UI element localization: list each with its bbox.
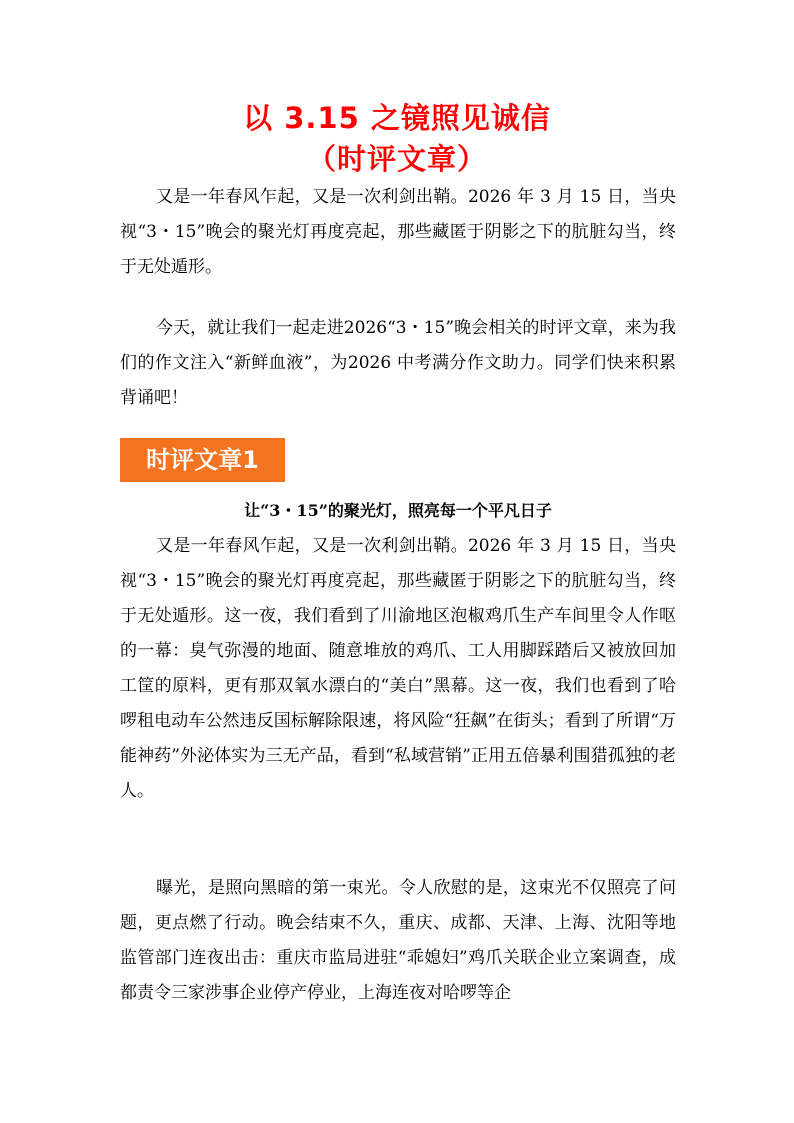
article-paragraph-2: 曝光，是照向黑暗的第一束光。令人欣慰的是，这束光不仅照亮了问题，更点燃了行动。晚会结束不久，重庆、成都、天津、上海、沈阳等地监管部门连夜出击：重庆市监局进驻“乖媳妇”鸡爪关联企业立案调查，成都责令三家涉事企业停产停业，上海连夜对哈啰等企 [120, 878, 676, 1003]
article-paragraph-1: 又是一年春风乍起，又是一次利剑出鞘。2026 年 3 月 15 日，当央视“3・15”晚会的聚光灯再度亮起，那些藏匿于阴影之下的肮脏勾当，终于无处遁形。这一夜，我们看到了川渝地区泡椒鸡爪生产车间里令人作呕的一幕：臭气弥漫的地面、随意堆放的鸡爪、工人用脚踩踏后又被放回加工筐的原料，更有那双氧水漂白的“美白”黑幕。这一夜，我们也看到了哈啰租电动车公然违反国标解除限速，将风险“狂飙”在街头；看到了所谓“万能神药”外泌体实为三无产品，看到“私域营销”正用五倍暴利围猎孤独的老人。 [120, 536, 676, 801]
article-title: 让“3・15”的聚光灯，照亮每一个平凡日子 [244, 501, 552, 520]
page-title: 以 3.15 之镜照见诚信 [243, 101, 551, 135]
section-label: 时评文章1 [120, 438, 285, 482]
intro-paragraph-1: 又是一年春风乍起，又是一次利剑出鞘。2026 年 3 月 15 日，当央视“3・15”晚会的聚光灯再度亮起，那些藏匿于阴影之下的肮脏勾当，终于无处遁形。 [120, 187, 676, 277]
page-subtitle: （时评文章） [306, 142, 487, 176]
intro-paragraph-2: 今天，就让我们一起走进2026“3・15”晚会相关的时评文章，来为我们的作文注入“新鲜血液”，为2026 中考满分作文助力。同学们快来积累背诵吧！ [120, 318, 676, 408]
